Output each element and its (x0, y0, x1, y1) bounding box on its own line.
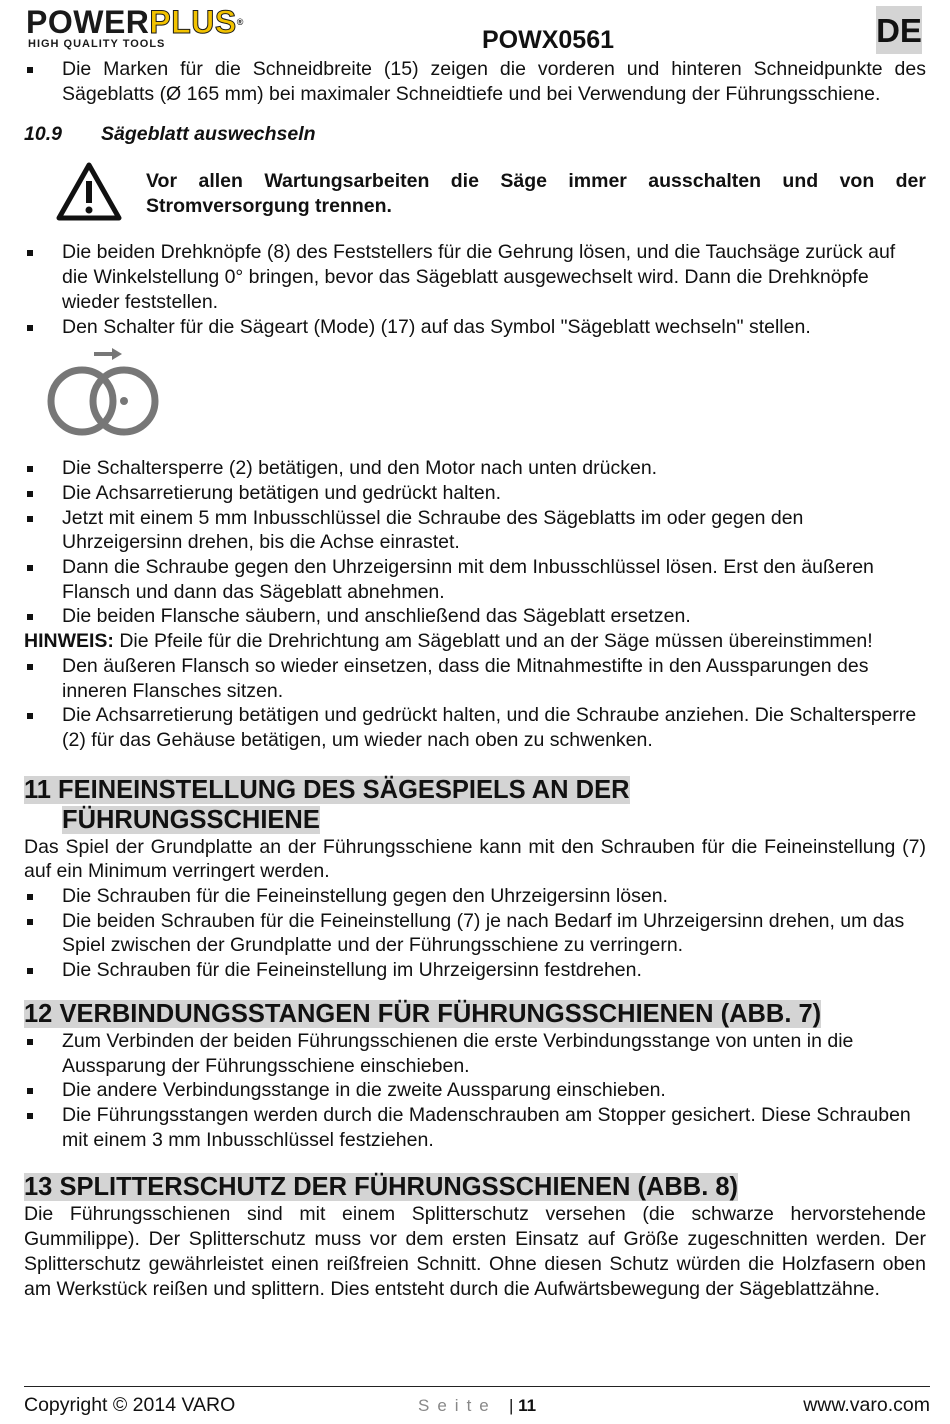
powerplus-logo (26, 6, 294, 50)
list-item (24, 481, 926, 506)
list-item-text: Die Marken für die Schneidbreite (15) zeigen die vorderen und hinteren Schneidpunkte des Sägeblatts (Ø 165 mm) bei maximaler Schneidtiefe und bei Verwendung der Führungsschiene. (62, 58, 926, 105)
list-item (24, 456, 926, 481)
list-item (24, 604, 926, 629)
logo-tagline: HIGH QUALITY TOOLS (28, 38, 166, 50)
list-item (24, 909, 926, 958)
bullet-marker (27, 1039, 33, 1045)
bullet-marker (27, 565, 33, 571)
copyright-text: Copyright © 2014 VARO (24, 1394, 236, 1416)
section-title-line2: FÜHRUNGSSCHIENE (62, 805, 320, 834)
section-heading-12 (24, 999, 926, 1029)
section-title-line1: 11 FEINEINSTELLUNG DES SÄGESPIELS AN DER (24, 775, 630, 804)
list-item (24, 315, 926, 340)
logo-registered-mark: ® (236, 17, 244, 27)
list-item-text: Die Achsarretierung betätigen und gedrückt halten. (62, 481, 502, 504)
list-item (24, 240, 926, 314)
page-number (509, 1396, 536, 1416)
list-item (24, 1029, 926, 1078)
list-item (24, 884, 926, 909)
section-heading-13 (24, 1172, 926, 1202)
note-paragraph (24, 629, 926, 654)
list-item-text: Den Schalter für die Sägeart (Mode) (17) auf das Symbol "Sägeblatt wechseln" stellen. (62, 315, 811, 338)
section-11-intro: Das Spiel der Grundplatte an der Führungsschiene kann mit den Schrauben für die Feineinstellung (7) auf ein Minimum verringert werden. (24, 835, 926, 883)
page-footer (24, 1386, 930, 1423)
list-item (24, 1078, 926, 1103)
list-item-text: Dann die Schraube gegen den Uhrzeigersinn mit dem Inbusschlüssel lösen. Erst den äußeren Flansch und dann das Sägeblatt abnehmen. (62, 556, 874, 603)
section-title: 12 VERBINDUNGSSTANGEN FÜR FÜHRUNGSSCHIENEN (ABB. 7) (24, 999, 822, 1028)
list-item-text: Zum Verbinden der beiden Führungsschienen die erste Verbindungsstange von unten in die Aussparung der Führungsschiene einschieben. (62, 1029, 854, 1077)
bullet-marker (27, 250, 33, 256)
note-text: Die Pfeile für die Drehrichtung am Sägeblatt und an der Säge müssen übereinstimmen! (113, 630, 873, 653)
list-item-text: Die andere Verbindungsstange in die zweite Aussparung einschieben. (62, 1079, 666, 1102)
section-heading-11 (24, 775, 926, 835)
list-item-text: Den äußeren Flansch so wieder einsetzen, dass die Mitnahmestifte in den Aussparungen des inneren Flansches sitzen. (62, 654, 869, 702)
bullet-marker (27, 67, 33, 73)
list-item-text: Die beiden Schrauben für die Feineinstellung (7) je nach Bedarf im Uhrzeigersinn drehen, um das Spiel zwischen der Grundplatte und der Führungsschiene zu verringern. (62, 909, 905, 957)
list-item (24, 506, 926, 555)
list-item (24, 57, 926, 106)
bullet-marker (27, 713, 33, 719)
section-12-list (24, 1029, 926, 1153)
steps-list-a (24, 240, 926, 339)
model-number: POWX0561 (482, 26, 615, 54)
page-separator: | (509, 1396, 519, 1415)
bullet-marker (27, 919, 33, 925)
bullet-marker (27, 466, 33, 472)
subsection-number: 10.9 (24, 123, 62, 146)
section-13-text: Die Führungsschienen sind mit einem Splitterschutz versehen (die schwarze hervorstehende Gummilippe). Der Splitterschutz muss vor dem ersten Einsatz auf Größe zugeschnitten werden. Der Splitterschutz gewährleistet einen reißfreien Schnitt. Ohne diesen Schutz würden die Holzfasern oben am Werkstück reißen und splittern. Dies entsteht durch die Aufwärtsbewegung der Sägeblattzähne. (24, 1203, 926, 1300)
bullet-marker (27, 1088, 33, 1094)
blade-change-mode-icon (36, 345, 166, 437)
list-item (24, 555, 926, 604)
list-item-text: Jetzt mit einem 5 mm Inbusschlüssel die Schraube des Sägeblatts im oder gegen den Uhrzeigersinn drehen, bis die Achse einrastet. (62, 506, 804, 554)
intro-list (24, 57, 926, 106)
bullet-marker (27, 894, 33, 900)
list-item (24, 1103, 926, 1152)
logo-wordmark (26, 6, 244, 38)
list-item-text: Die Schaltersperre (2) betätigen, und den Motor nach unten drücken. (62, 457, 658, 480)
bullet-marker (27, 614, 33, 620)
logo-plus-text: PLUS (149, 4, 237, 40)
bullet-marker (27, 968, 33, 974)
subsection-title: Sägeblatt auswechseln (101, 123, 316, 146)
bullet-marker (27, 325, 33, 331)
page-label: Seite (418, 1396, 497, 1415)
steps-list-c (24, 654, 926, 753)
list-item-text: Die beiden Drehknöpfe (8) des Feststellers für die Gehrung lösen, und die Tauchsäge zurück auf die Winkelstellung 0° bringen, bevor das Sägeblatt ausgewechselt wird. Dann die Drehknöpfe wieder feststellen. (62, 241, 896, 313)
list-item (24, 958, 926, 983)
list-item-text: Die Schrauben für die Feineinstellung im Uhrzeigersinn festdrehen. (62, 959, 642, 982)
subsection-heading-10-9 (24, 122, 926, 146)
list-item (24, 703, 926, 752)
list-item-text: Die Schrauben für die Feineinstellung gegen den Uhrzeigersinn lösen. (62, 885, 668, 908)
note-label: HINWEIS: (24, 630, 114, 653)
warning-text: Vor allen Wartungsarbeiten die Säge immer ausschalten und von der Stromversorgung trennen. (146, 170, 926, 218)
list-item-text: Die beiden Flansche säubern, und anschließend das Sägeblatt ersetzen. (62, 605, 691, 628)
warning-block (24, 160, 926, 240)
steps-list-b (24, 456, 926, 629)
warning-triangle-icon (56, 162, 122, 222)
list-item-text: Die Achsarretierung betätigen und gedrückt halten, und die Schraube anziehen. Die Schaltersperre (2) für das Gehäuse betätigen, um wieder nach oben zu schwenken. (62, 704, 917, 751)
section-title: 13 SPLITTERSCHUTZ DER FÜHRUNGSSCHIENEN (ABB. 8) (24, 1173, 739, 1202)
language-badge: DE (876, 6, 922, 54)
page-number-value: 11 (518, 1396, 537, 1415)
page-content (24, 57, 926, 1301)
page-header (24, 0, 926, 58)
website-link[interactable]: www.varo.com (803, 1394, 930, 1416)
list-item-text: Die Führungsstangen werden durch die Madenschrauben am Stopper gesichert. Diese Schrauben mit einem 3 mm Inbusschlüssel festziehen. (62, 1103, 911, 1151)
bullet-marker (27, 516, 33, 522)
bullet-marker (27, 664, 33, 670)
bullet-marker (27, 1113, 33, 1119)
list-item (24, 654, 926, 703)
section-11-list (24, 884, 926, 983)
logo-power-text: POWER (26, 4, 150, 40)
bullet-marker (27, 491, 33, 497)
